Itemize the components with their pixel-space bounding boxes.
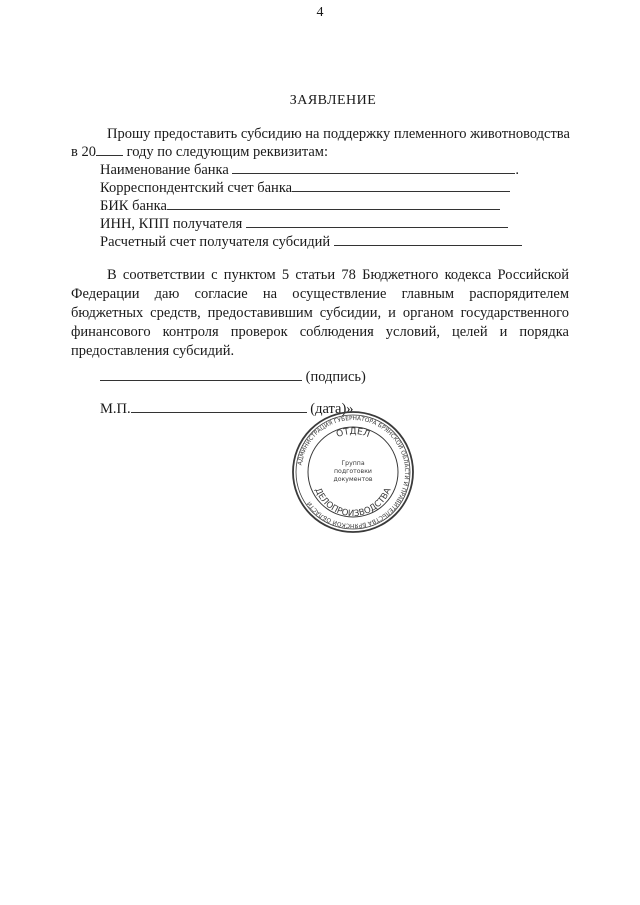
field-settlement-account: [100, 233, 522, 251]
year-suffix: году по следующим реквизитам:: [126, 144, 328, 160]
consent-paragraph: В соответствии с пунктом 5 статьи 78 Бюджетного кодекса Российской Федерации даю согласие на осуществление главным распорядителем бюджетных средств, предоставившим субсидии, и органом государственного финансового контроля проверок соблюдения условий, целей и порядка предоставления субсидий.: [71, 267, 569, 359]
year-prefix: в 20: [71, 144, 96, 160]
stamp-arc-bottom: ДЕЛОПРОИЗВОДСТВА: [312, 486, 394, 520]
date-blank: [131, 400, 307, 413]
stamp-ring-text: АДМИНИСТРАЦИЯ ГУБЕРНАТОРА БРЯНСКОЙ ОБЛАСТИ И ПРАВИТЕЛЬСТВА БРЯНСКОЙ ОБЛАСТИ: [297, 415, 410, 529]
document-title: ЗАЯВЛЕНИЕ: [289, 93, 377, 108]
stamp-center-line-2: подготовки: [334, 468, 372, 475]
field-inn-kpp: [100, 215, 508, 233]
request-line-2: [71, 143, 328, 161]
field-label: Корреспондентский счет банка: [100, 180, 293, 196]
field-blank: [334, 233, 522, 246]
date-label: (дата)»: [310, 401, 354, 417]
field-bank-name: [100, 161, 519, 179]
field-label: ИНН, КПП получателя: [100, 216, 243, 232]
field-label: Наименование банка: [100, 162, 229, 178]
signature-label: (подпись): [305, 369, 366, 385]
year-blank: [96, 143, 123, 156]
round-stamp: [291, 410, 415, 534]
field-blank: [232, 161, 515, 174]
field-blank: [292, 179, 510, 192]
stamp-center-line-3: документов: [333, 476, 373, 483]
stamp-center-line-1: Группа: [341, 460, 365, 467]
field-corr-account: [100, 179, 510, 197]
signature-line: [100, 368, 366, 386]
signature-blank: [100, 368, 302, 381]
field-blank: [246, 215, 508, 228]
field-label: Расчетный счет получателя субсидий: [100, 234, 331, 250]
field-bik: [100, 197, 500, 215]
page-number: 4: [316, 5, 324, 20]
field-trail: .: [515, 162, 520, 178]
request-line-1: Прошу предоставить субсидию на поддержку племенного животноводства: [107, 126, 570, 142]
field-blank: [167, 197, 500, 210]
field-label: БИК банка: [100, 198, 167, 214]
mp-label: М.П.: [100, 401, 131, 417]
stamp-arc-top: ОТДЕЛ: [335, 426, 371, 441]
